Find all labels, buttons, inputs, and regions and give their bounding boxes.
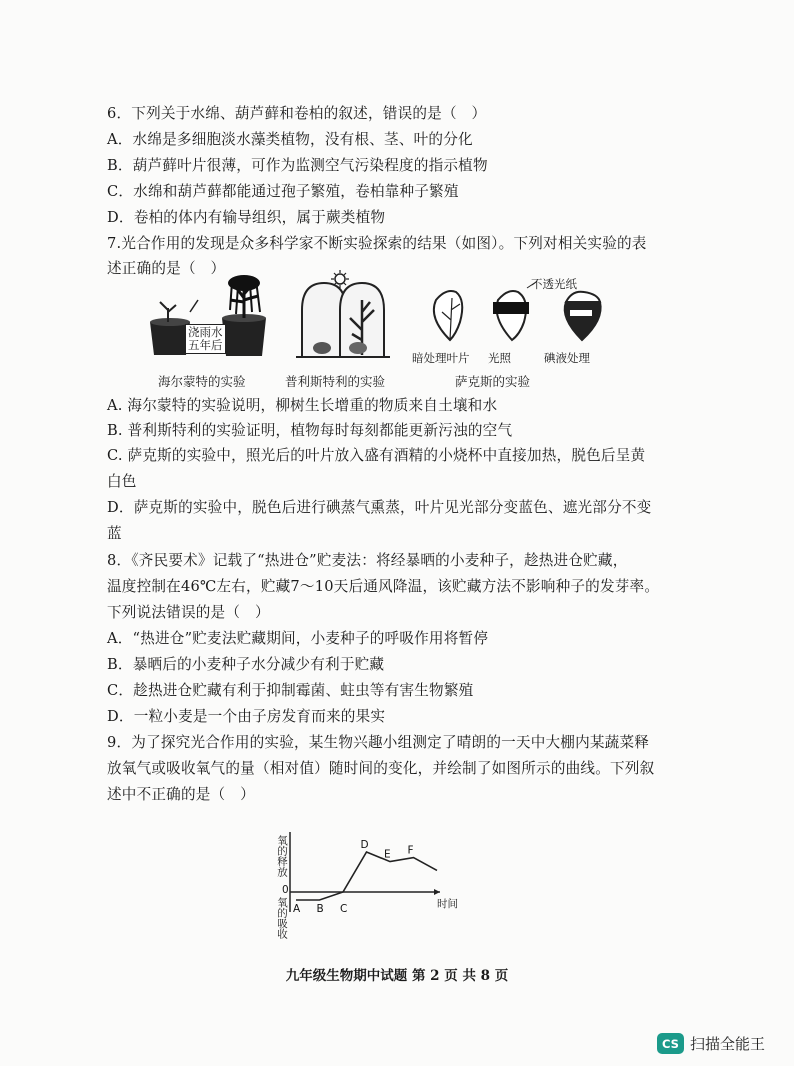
q8-option-c: C．趁热进仓贮藏有利于抑制霉菌、蛀虫等有害生物繁殖 — [107, 682, 474, 699]
caption-helmont: 海尔蒙特的实验 — [158, 374, 246, 389]
q7-option-d-line2: 蓝 — [107, 525, 122, 542]
sachs-leaf-iodine — [565, 292, 601, 340]
q7-option-d-line1: D．萨克斯的实验中，脱色后进行碘蒸气熏蒸，叶片见光部分变蓝色、遮光部分不变 — [107, 499, 652, 516]
scanner-logo-text: 扫描全能王 — [690, 1035, 766, 1053]
chart-curve — [296, 852, 437, 900]
chart-point-label-a: A — [293, 903, 301, 915]
chart-point-label-b: B — [316, 903, 324, 915]
q6-option-a: A．水绵是多细胞淡水藻类植物，没有根、茎、叶的分化 — [107, 131, 473, 148]
label-rain: 浇雨水 — [188, 325, 223, 339]
caption-sachs: 萨克斯的实验 — [455, 374, 531, 389]
q8-stem-line3: 下列说法错误的是（ ） — [107, 604, 270, 621]
q6-option-c: C．水绵和葫芦藓都能通过孢子繁殖，卷柏靠种子繁殖 — [107, 183, 459, 200]
sachs-leaf-dark — [434, 291, 462, 340]
chart-ylabel-absorb: 氧的吸收 — [276, 897, 288, 939]
q8-option-a: A．“热进仓”贮麦法贮藏期间，小麦种子的呼吸作用将暂停 — [107, 630, 489, 647]
q7-option-b: B. 普利斯特利的实验证明，植物每时每刻都能更新污浊的空气 — [107, 422, 513, 439]
q7-option-c-line1: C. 萨克斯的实验中，照光后的叶片放入盛有酒精的小烧杯中直接加热，脱色后呈黄 — [107, 447, 646, 464]
label-years: 五年后 — [188, 338, 223, 352]
q9-stem-line2: 放氧气或吸收氧气的量（相对值）随时间的变化，并绘制了如图所示的曲线。下列叙 — [107, 760, 655, 777]
priestley-jar-right — [334, 283, 390, 357]
q7-stem-line1: 7.光合作用的发现是众多科学家不断实验探索的结果（如图）。下列对相关实验的表 — [107, 235, 647, 252]
q6-option-d: D．卷柏的体内有输导组织，属于蕨类植物 — [107, 209, 386, 226]
chart-xlabel: 时间 — [437, 898, 458, 910]
helmont-label — [185, 324, 226, 354]
q6-option-b: B．葫芦藓叶片很薄，可作为监测空气污染程度的指示植物 — [107, 157, 488, 174]
q9-stem-line1: 9．为了探究光合作用的实验，某生物兴趣小组测定了晴朗的一天中大棚内某蔬菜释 — [107, 734, 650, 751]
caption-priestley: 普利斯特利的实验 — [285, 374, 386, 389]
sachs-leaf-covered — [493, 291, 529, 340]
q8-stem-line2: 温度控制在46℃左右，贮藏7～10天后通风降温，该贮藏方法不影响种子的发芽率。 — [107, 578, 660, 595]
helmont-arrow-icon — [190, 300, 198, 312]
q7-option-a: A. 海尔蒙特的实验说明，柳树生长增重的物质来自土壤和水 — [107, 397, 498, 414]
q9-chart — [290, 832, 440, 915]
q8-option-d: D．一粒小麦是一个由子房发育而来的果实 — [107, 708, 386, 725]
chart-point-label-d: D — [360, 839, 369, 851]
q9-stem-line3: 述中不正确的是（ ） — [107, 786, 255, 803]
chart-x-arrow-icon — [434, 889, 440, 895]
label-light: 光照 — [488, 351, 511, 365]
chart-ylabel-release: 氧的释放 — [276, 835, 288, 877]
label-iodine: 碘液处理 — [544, 351, 590, 365]
scanner-logo — [657, 1033, 765, 1054]
label-dark: 暗处理叶片 — [412, 351, 470, 365]
label-paper: 不透光纸 — [531, 277, 577, 291]
chart-zero-label: 0 — [282, 884, 289, 896]
page-footer: 九年级生物期中试题 第 2 页 共 8 页 — [285, 968, 509, 984]
q8-stem-line1: 8．《齐民要术》记载了“热进仓”贮麦法：将经暴晒的小麦种子，趁热进仓贮藏， — [107, 552, 628, 569]
q7-option-c-line2: 白色 — [107, 473, 137, 490]
chart-point-label-c: C — [340, 903, 348, 915]
chart-point-label-e: E — [384, 848, 391, 861]
chart-point-label-f: F — [407, 844, 414, 857]
helmont-pot-large — [222, 275, 266, 356]
q8-option-b: B．暴晒后的小麦种子水分减少有利于贮藏 — [107, 656, 385, 673]
scanner-logo-icon: CS — [657, 1033, 684, 1054]
helmont-pot-small — [150, 302, 190, 355]
q6-stem: 6．下列关于水绵、葫芦藓和卷柏的叙述，错误的是（ ） — [107, 105, 487, 122]
q7-stem-line2: 述正确的是（ ） — [107, 260, 226, 277]
